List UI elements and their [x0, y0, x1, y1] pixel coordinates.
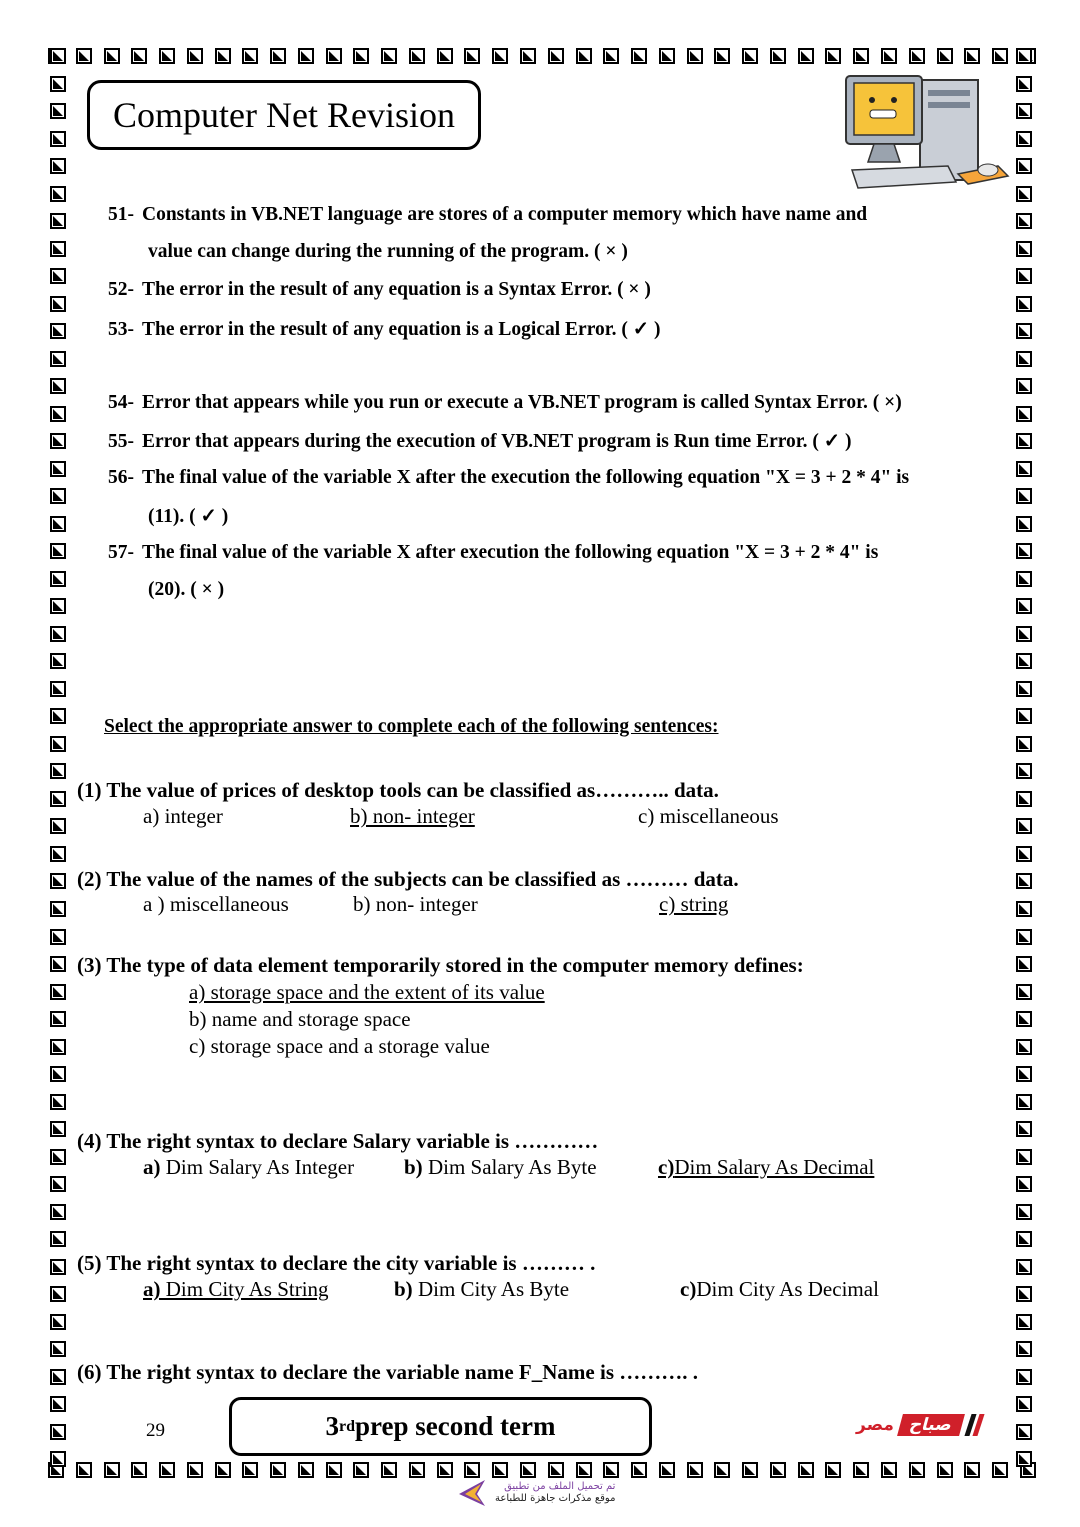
border-square-icon [104, 1462, 120, 1478]
border-square-icon [1016, 1369, 1032, 1385]
logo-word-sabah: صباح [897, 1414, 965, 1436]
border-square-icon [1016, 873, 1032, 889]
mcq-5-option-a: a) Dim City As String [143, 1277, 329, 1301]
sabah-masr-logo [856, 1414, 981, 1436]
statement-54: 54- Error that appears while you run or execute a VB.NET program is called Syntax Error. ( ×) [108, 392, 902, 413]
border-square-icon [50, 543, 66, 559]
border-square-icon [1016, 956, 1032, 972]
border-square-icon [159, 1462, 175, 1478]
page-title: Computer Net Revision [87, 80, 481, 150]
border-square-icon [50, 461, 66, 477]
mcq-5-question: (5) The right syntax to declare the city variable is ……… . [77, 1251, 596, 1275]
border-square-icon [270, 48, 286, 64]
border-square-icon [381, 1462, 397, 1478]
border-square-icon [1016, 103, 1032, 119]
border-square-icon [50, 1011, 66, 1027]
logo-word-masr: مصر [856, 1415, 894, 1435]
border-square-icon [992, 48, 1008, 64]
computer-cartoon-icon [838, 70, 1018, 200]
border-square-icon [1016, 378, 1032, 394]
border-square-icon [1016, 461, 1032, 477]
border-square-icon [298, 48, 314, 64]
border-square-icon [1016, 571, 1032, 587]
border-square-icon [853, 1462, 869, 1478]
border-square-icon [1016, 846, 1032, 862]
border-square-icon [50, 736, 66, 752]
watermark-line-2: موقع مذكرات جاهزة للطباعة [495, 1493, 616, 1504]
border-square-icon [1016, 351, 1032, 367]
border-square-icon [1016, 1424, 1032, 1440]
border-square-icon [853, 48, 869, 64]
border-square-icon [409, 48, 425, 64]
border-square-icon [437, 1462, 453, 1478]
border-square-icon [50, 268, 66, 284]
border-square-icon [909, 48, 925, 64]
border-square-icon [1016, 598, 1032, 614]
mcq-3-option-c: c) storage space and a storage value [189, 1034, 490, 1058]
mcq-2-option-c: c) string [659, 892, 729, 916]
border-square-icon [1016, 736, 1032, 752]
mcq-1-option-b: b) non- integer [350, 804, 475, 828]
page-border-top [48, 48, 1036, 70]
border-square-icon [50, 1121, 66, 1137]
border-square-icon [50, 1314, 66, 1330]
mcq-6-question: (6) The right syntax to declare the variable name F_Name is ………. . [77, 1360, 698, 1384]
border-square-icon [1016, 1286, 1032, 1302]
watermark-arrow-icon [455, 1478, 489, 1508]
mcq-2-question: (2) The value of the names of the subjects can be classified as ……… data. [77, 867, 739, 891]
border-square-icon [909, 1462, 925, 1478]
border-square-icon [1016, 818, 1032, 834]
border-square-icon [50, 1204, 66, 1220]
border-square-icon [937, 48, 953, 64]
border-square-icon [992, 1462, 1008, 1478]
border-square-icon [1016, 1259, 1032, 1275]
border-square-icon [131, 48, 147, 64]
border-square-icon [1016, 1204, 1032, 1220]
border-square-icon [631, 48, 647, 64]
border-square-icon [742, 48, 758, 64]
statement-53: 53- The error in the result of any equation is a Logical Error. ( ✓ ) [108, 319, 661, 340]
border-square-icon [50, 901, 66, 917]
mcq-4-option-a: a) Dim Salary As Integer [143, 1155, 355, 1179]
border-square-icon [50, 296, 66, 312]
border-square-icon [1016, 708, 1032, 724]
border-square-icon [1016, 488, 1032, 504]
border-square-icon [50, 929, 66, 945]
border-square-icon [326, 1462, 342, 1478]
mcq-4-option-c: c)Dim Salary As Decimal [658, 1155, 875, 1179]
footer-term-label: 3 rd prep second term [229, 1397, 652, 1456]
border-square-icon [50, 1149, 66, 1165]
border-square-icon [187, 48, 203, 64]
border-square-icon [937, 1462, 953, 1478]
border-square-icon [50, 1424, 66, 1440]
border-square-icon [464, 1462, 480, 1478]
download-watermark [455, 1478, 615, 1508]
logo-bars-icon [968, 1414, 981, 1436]
border-square-icon [1016, 323, 1032, 339]
border-square-icon [576, 48, 592, 64]
border-square-icon [50, 653, 66, 669]
border-square-icon [50, 131, 66, 147]
border-square-icon [881, 48, 897, 64]
mcq-4-question: (4) The right syntax to declare Salary variable is ………… [77, 1129, 599, 1153]
border-square-icon [50, 791, 66, 807]
border-square-icon [1016, 1149, 1032, 1165]
border-square-icon [603, 1462, 619, 1478]
border-square-icon [215, 48, 231, 64]
mcq-2-option-b: b) non- integer [353, 892, 478, 916]
border-square-icon [242, 48, 258, 64]
border-square-icon [825, 48, 841, 64]
border-square-icon [1016, 901, 1032, 917]
border-square-icon [1016, 653, 1032, 669]
statement-57: 57- The final value of the variable X after execution the following equation "X = 3 + 2 * 4" is [108, 542, 879, 563]
border-square-icon [242, 1462, 258, 1478]
border-square-icon [1016, 296, 1032, 312]
border-square-icon [50, 763, 66, 779]
border-square-icon [50, 1286, 66, 1302]
border-square-icon [131, 1462, 147, 1478]
border-square-icon [50, 76, 66, 92]
border-square-icon [270, 1462, 286, 1478]
border-square-icon [159, 48, 175, 64]
border-square-icon [50, 351, 66, 367]
border-square-icon [1016, 626, 1032, 642]
border-square-icon [1016, 406, 1032, 422]
border-square-icon [50, 241, 66, 257]
border-square-icon [353, 1462, 369, 1478]
border-square-icon [659, 1462, 675, 1478]
border-square-icon [1016, 433, 1032, 449]
border-square-icon [464, 48, 480, 64]
border-square-icon [50, 323, 66, 339]
border-square-icon [1016, 543, 1032, 559]
border-square-icon [881, 1462, 897, 1478]
border-square-icon [50, 516, 66, 532]
border-square-icon [50, 1369, 66, 1385]
border-square-icon [76, 48, 92, 64]
border-square-icon [1016, 1011, 1032, 1027]
statement-51-cont: value can change during the running of the program. ( × ) [148, 241, 628, 262]
border-square-icon [1016, 516, 1032, 532]
border-square-icon [50, 818, 66, 834]
border-square-icon [1016, 1341, 1032, 1357]
border-square-icon [50, 1066, 66, 1082]
border-square-icon [437, 48, 453, 64]
border-square-icon [492, 48, 508, 64]
border-square-icon [1016, 791, 1032, 807]
border-square-icon [1016, 1121, 1032, 1137]
section-heading: Select the appropriate answer to complete each of the following sentences: [104, 716, 719, 737]
border-square-icon [714, 48, 730, 64]
border-square-icon [104, 48, 120, 64]
border-square-icon [50, 1451, 66, 1467]
border-square-icon [1016, 48, 1032, 64]
border-square-icon [1016, 213, 1032, 229]
border-square-icon [50, 626, 66, 642]
border-square-icon [548, 48, 564, 64]
border-square-icon [1016, 984, 1032, 1000]
statement-55: 55- Error that appears during the execution of VB.NET program is Run time Error. ( ✓ ) [108, 431, 852, 452]
border-square-icon [603, 48, 619, 64]
border-square-icon [353, 48, 369, 64]
border-square-icon [50, 681, 66, 697]
border-square-icon [50, 708, 66, 724]
border-square-icon [50, 571, 66, 587]
border-square-icon [409, 1462, 425, 1478]
mcq-3-option-b: b) name and storage space [189, 1007, 411, 1031]
border-square-icon [1016, 763, 1032, 779]
border-square-icon [548, 1462, 564, 1478]
border-square-icon [50, 598, 66, 614]
border-square-icon [1016, 158, 1032, 174]
border-square-icon [1016, 681, 1032, 697]
border-square-icon [50, 48, 66, 64]
border-square-icon [50, 956, 66, 972]
border-square-icon [50, 846, 66, 862]
border-square-icon [50, 103, 66, 119]
border-square-icon [298, 1462, 314, 1478]
border-square-icon [659, 48, 675, 64]
page-border-left [50, 48, 72, 1468]
border-square-icon [50, 1341, 66, 1357]
statement-57-cont: (20). ( × ) [148, 579, 225, 600]
border-square-icon [326, 48, 342, 64]
mcq-1-option-c: c) miscellaneous [638, 804, 779, 828]
border-square-icon [50, 1176, 66, 1192]
border-square-icon [50, 378, 66, 394]
border-square-icon [50, 186, 66, 202]
border-square-icon [492, 1462, 508, 1478]
border-square-icon [1016, 76, 1032, 92]
border-square-icon [50, 488, 66, 504]
border-square-icon [76, 1462, 92, 1478]
border-square-icon [687, 1462, 703, 1478]
border-square-icon [1016, 1176, 1032, 1192]
border-square-icon [1016, 1066, 1032, 1082]
border-square-icon [50, 1396, 66, 1412]
border-square-icon [631, 1462, 647, 1478]
watermark-line-1: تم تحميل الملف من تطبيق [504, 1481, 616, 1492]
border-square-icon [50, 873, 66, 889]
border-square-icon [1016, 131, 1032, 147]
border-square-icon [825, 1462, 841, 1478]
border-square-icon [50, 1094, 66, 1110]
border-square-icon [520, 48, 536, 64]
border-square-icon [50, 1039, 66, 1055]
border-square-icon [1016, 929, 1032, 945]
border-square-icon [964, 1462, 980, 1478]
border-square-icon [714, 1462, 730, 1478]
statement-51: 51- Constants in VB.NET language are stores of a computer memory which have name and [108, 204, 868, 225]
border-square-icon [50, 433, 66, 449]
page-number: 29 [146, 1420, 165, 1441]
border-square-icon [1016, 1094, 1032, 1110]
mcq-2-option-a: a ) miscellaneous [143, 892, 289, 916]
page-border-right [1016, 48, 1038, 1468]
border-square-icon [50, 1259, 66, 1275]
border-square-icon [50, 1231, 66, 1247]
border-square-icon [770, 1462, 786, 1478]
border-square-icon [576, 1462, 592, 1478]
mcq-3-option-a: a) storage space and the extent of its value [189, 980, 545, 1004]
mcq-1-question: (1) The value of prices of desktop tools can be classified as……….. data. [77, 778, 719, 802]
border-square-icon [770, 48, 786, 64]
mcq-5-option-c: c)Dim City As Decimal [680, 1277, 879, 1301]
statement-56-cont: (11). ( ✓ ) [148, 506, 229, 527]
border-square-icon [50, 158, 66, 174]
border-square-icon [798, 1462, 814, 1478]
border-square-icon [964, 48, 980, 64]
border-square-icon [215, 1462, 231, 1478]
border-square-icon [1016, 186, 1032, 202]
border-square-icon [1016, 1451, 1032, 1467]
border-square-icon [1016, 1314, 1032, 1330]
border-square-icon [798, 48, 814, 64]
border-square-icon [50, 406, 66, 422]
border-square-icon [1016, 1396, 1032, 1412]
mcq-5-option-b: b) Dim City As Byte [394, 1277, 570, 1301]
border-square-icon [50, 984, 66, 1000]
border-square-icon [520, 1462, 536, 1478]
mcq-1-option-a: a) integer [143, 804, 223, 828]
border-square-icon [1016, 1039, 1032, 1055]
border-square-icon [50, 213, 66, 229]
mcq-4-option-b: b) Dim Salary As Byte [404, 1155, 597, 1179]
border-square-icon [187, 1462, 203, 1478]
mcq-3-question: (3) The type of data element temporarily stored in the computer memory defines: [77, 953, 804, 977]
border-square-icon [687, 48, 703, 64]
statement-56: 56- The final value of the variable X after the execution the following equation "X = 3 + 2 * 4" is [108, 467, 910, 488]
statement-52: 52- The error in the result of any equation is a Syntax Error. ( × ) [108, 279, 651, 300]
border-square-icon [381, 48, 397, 64]
border-square-icon [1016, 241, 1032, 257]
border-square-icon [1016, 1231, 1032, 1247]
border-square-icon [1016, 268, 1032, 284]
border-square-icon [742, 1462, 758, 1478]
